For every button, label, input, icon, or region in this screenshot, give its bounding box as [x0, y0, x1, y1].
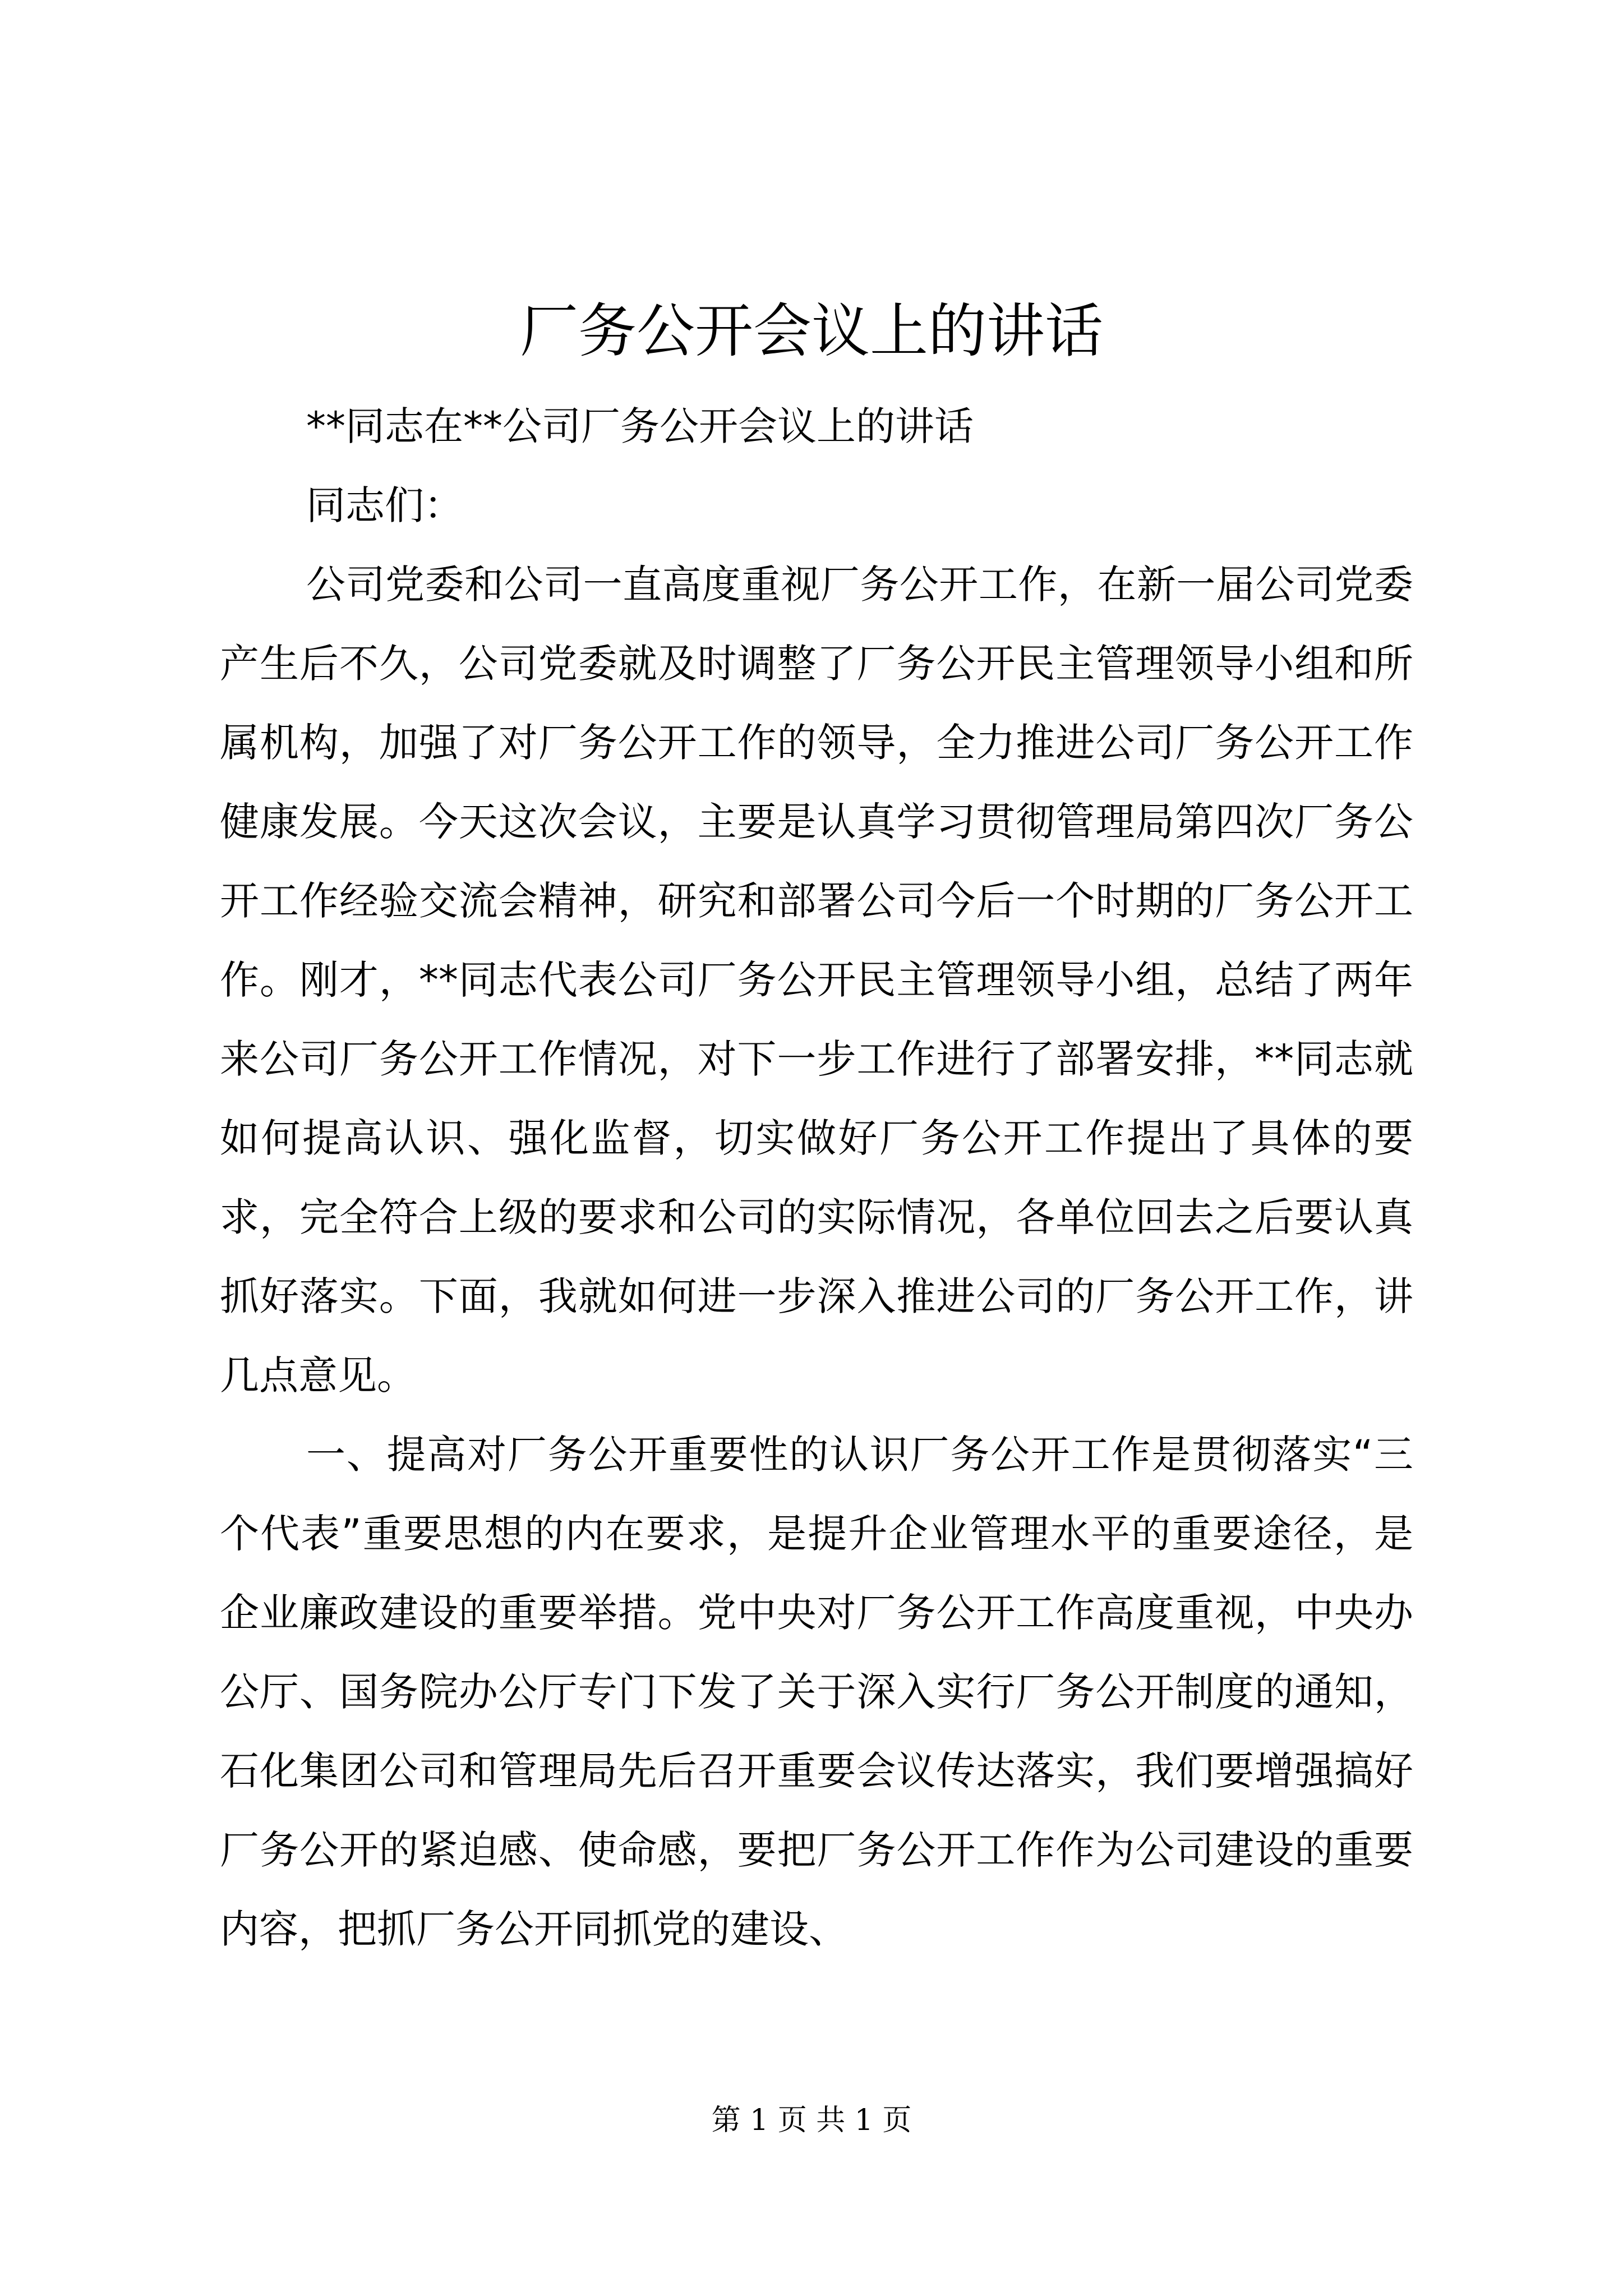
body-paragraph: 公司党委和公司一直高度重视厂务公开工作，在新一届公司党委产生后不久，公司党委就及时调整了厂务公开民主管理领导小组和所属机构，加强了对厂务公开工作的领导，全力推进公司厂务公开工作健康发展。今天这次会议，主要是认真学习贯彻管理局第四次厂务公开工作经验交流会精神，研究和部署公司今后一个时期的厂务公开工作。刚才，**同志代表公司厂务公开民主管理领导小组，总结了两年来公司厂务公开工作情况，对下一步工作进行了部署安排，**同志就如何提高认识、强化监督，切实做好厂务公开工作提出了具体的要求，完全符合上级的要求和公司的实际情况，各单位回去之后要认真抓好落实。下面，我就如何进一步深入推进公司的厂务公开工作，讲几点意见。 — [220, 562, 1413, 1398]
body-paragraph: 一、提高对厂务公开重要性的认识厂务公开工作是贯彻落实“三个代表”重要思想的内在要求，是提升企业管理水平的重要途径，是企业廉政建设的重要举措。党中央对厂务公开工作高度重视，中央办公厅、国务院办公厅专门下发了关于深入实行厂务公开制度的通知，石化集团公司和管理局先后召开重要会议传达落实，我们要增强搞好厂务公开的紧迫感、使命感，要把厂务公开工作作为公司建设的重要内容，把抓厂务公开同抓党的建设、 — [220, 1432, 1413, 1952]
salutation-paragraph: 同志们： — [306, 482, 463, 528]
document-title: 厂务公开会议上的讲话 — [519, 297, 1103, 365]
page-footer: 第 1 页 共 1 页 — [711, 2104, 912, 2137]
subtitle-paragraph: **同志在**公司厂务公开会议上的讲话 — [306, 403, 974, 449]
document-body — [220, 387, 1413, 1969]
